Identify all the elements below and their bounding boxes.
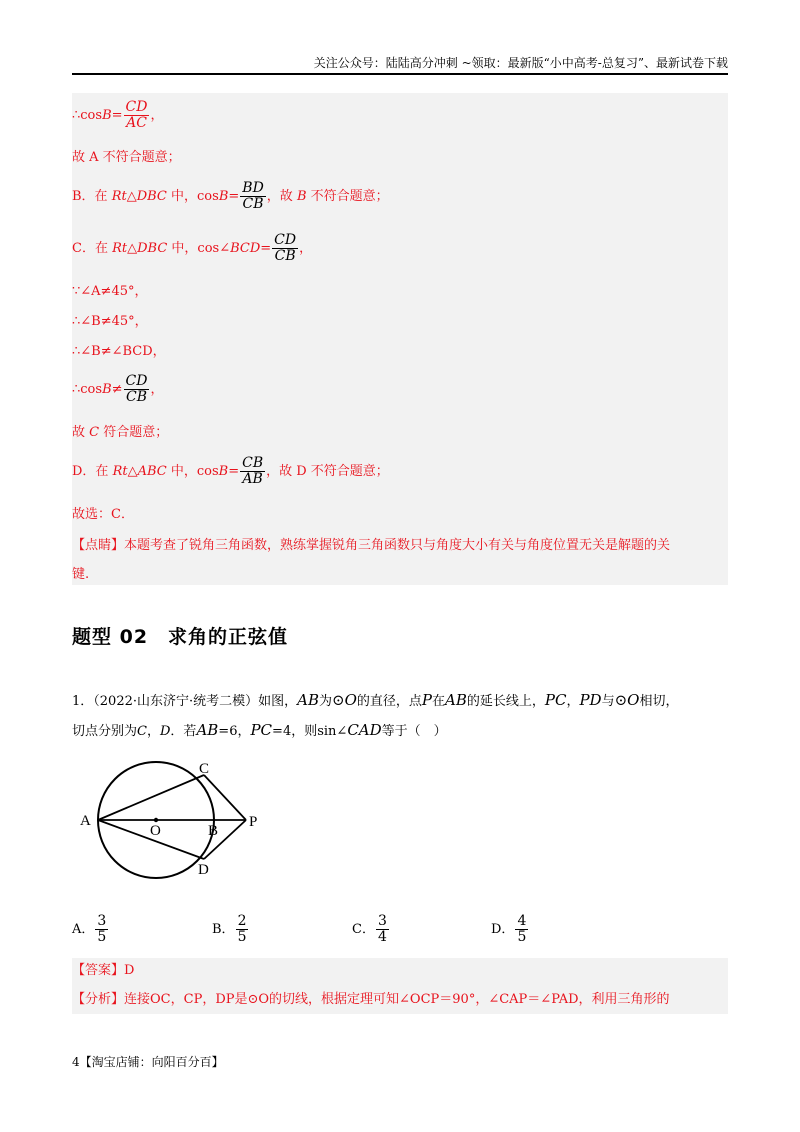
option-d[interactable]: D． $\frac{4}{5}$ [491, 913, 527, 945]
comment-line-2: 键. [72, 567, 90, 582]
label-b: B [208, 823, 219, 839]
center-dot [154, 818, 158, 822]
section-title: 题型 02 求角的正弦值 [72, 626, 289, 648]
fraction: $\frac{CD}{CB}$ [125, 373, 148, 405]
option-c[interactable]: C． $\frac{3}{4}$ [352, 913, 387, 945]
question-line-1: 1．（2022·山东济宁·统考二模）如图，AB为⊙O的直径，点P在AB的延长线上，PC，PD与⊙O相切， [72, 691, 679, 709]
answer-label: 【答案】 [72, 963, 125, 978]
option-a[interactable]: A． $\frac{3}{5}$ [72, 913, 107, 945]
comment-line-1: 【点睛】本题考查了锐角三角函数，熟练掌握锐角三角函数只与角度大小有关与角度位置无关是解题的关 [72, 538, 671, 553]
solution-line-4: C．在 Rt△DBC 中，cos∠BCD= $\frac{CD}{CB}$ ， [72, 232, 313, 264]
analysis-label: 【分析】 [72, 992, 125, 1007]
fraction: $\frac{CB}{AB}$ [242, 455, 264, 487]
solution-line-5: ∵∠A≠45°， [72, 284, 148, 299]
option-b[interactable]: B． $\frac{2}{5}$ [212, 913, 247, 945]
label-d: D [198, 862, 209, 878]
label-a: A [80, 813, 91, 829]
answer-line [72, 962, 134, 980]
label-p: P [249, 814, 258, 830]
solution-line-7: ∴∠B≠∠BCD， [72, 344, 166, 359]
solution-line-6: ∴∠B≠45°， [72, 314, 148, 329]
fraction: $\frac{CD}{AC}$ [125, 99, 148, 131]
line-ac [98, 775, 204, 820]
page-footer: 4【淘宝店铺：向阳百分百】 [72, 1055, 224, 1069]
solution-line-2: 故 A 不符合题意； [72, 150, 181, 165]
solution-line-10: D．在 Rt△ABC 中，cosB= $\frac{CB}{AB}$ ，故 D 不符合题意； [72, 455, 389, 487]
question-line-2: 切点分别为C，D．若AB=6，PC=4，则sin∠CAD等于（ ） [72, 721, 447, 739]
solution-line-8: ∴cosB≠ $\frac{CD}{CB}$ ， [72, 373, 164, 405]
fraction: $\frac{BD}{CB}$ [242, 180, 264, 212]
page-header: 关注公众号：陆陆高分冲刺 ~领取：最新版“小中高考-总复习”、最新试卷下载 [313, 56, 728, 70]
solution-line-9: 故 C 符合题意； [72, 425, 169, 440]
geometry-diagram [72, 760, 272, 885]
solution-line-11: 故选：C． [72, 507, 134, 522]
label-o: O [150, 823, 161, 839]
answer-value: D [124, 963, 135, 978]
analysis-line: 【分析】连接OC，CP，DP是⊙O的切线，根据定理可知∠OCP＝90°，∠CAP＝∠PAD，利用三角形的 [72, 992, 670, 1007]
fraction: $\frac{CD}{CB}$ [274, 232, 297, 264]
solution-line-3: B．在 Rt△DBC 中，cosB= $\frac{BD}{CB}$ ，故 B 不符合题意； [72, 180, 389, 212]
comment-label: 【点睛】 [72, 538, 125, 553]
solution-line-1: ∴cosB= $\frac{CD}{AC}$ ， [72, 99, 164, 131]
label-c: C [199, 761, 210, 777]
header-divider [72, 73, 728, 75]
